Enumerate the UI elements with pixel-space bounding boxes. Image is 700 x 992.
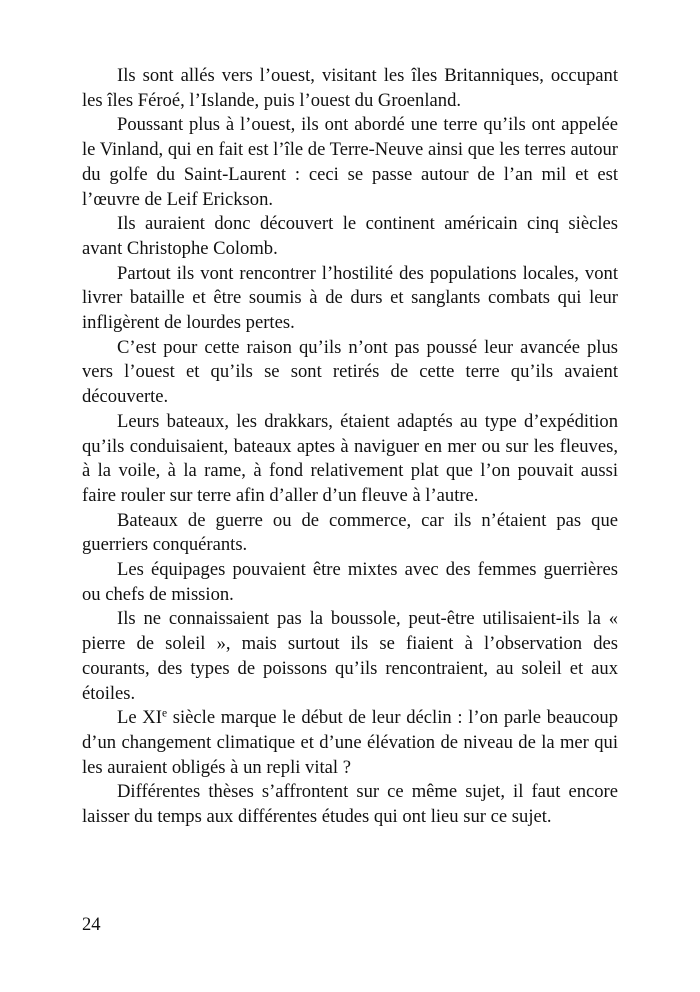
paragraph-xi-century [82, 706, 618, 780]
century-superscript: e [161, 707, 168, 720]
century-lead: Le XI [117, 707, 162, 729]
century-rest: siècle marque le début de leur déclin : l’on parle beaucoup d’un changement climatique et d’une élévation de niveau de la mer qui les auraient obligés à un repli vital ? [82, 707, 618, 778]
paragraph: Ils ne connaissaient pas la boussole, peut-être utilisaient-ils la « pierre de soleil », mais surtout ils se fiaient à l’observation des courants, des types de poissons qu’ils rencontraient, au soleil et aux étoiles. [82, 608, 618, 704]
paragraph: Différentes thèses s’affrontent sur ce même sujet, il faut encore laisser du temps aux différentes études qui ont lieu sur ce sujet. [82, 781, 618, 828]
paragraph: Ils sont allés vers l’ouest, visitant les îles Britanniques, occupant les îles Féroé, l’Islande, puis l’ouest du Groenland. [82, 65, 618, 111]
paragraph: Leurs bateaux, les drakkars, étaient adaptés au type d’expédition qu’ils conduisaient, bateaux aptes à naviguer en mer ou sur les fleuves, à la voile, à la rame, à fond relativement plat que l’on pouvait aussi faire rouler sur terre afin d’aller d’un fleuve à l’autre. [82, 410, 618, 506]
paragraph: Les équipages pouvaient être mixtes avec des femmes guerrières ou chefs de mission. [82, 559, 618, 605]
page-number: 24 [82, 914, 101, 935]
paragraph: Bateaux de guerre ou de commerce, car ils n’étaient pas que guerriers conquérants. [82, 509, 618, 556]
paragraph: Ils auraient donc découvert le continent américain cinq siècles avant Christophe Colomb. [82, 213, 618, 259]
paragraph: Poussant plus à l’ouest, ils ont abordé une terre qu’ils ont appelée le Vinland, qui en fait est l’île de Terre-Neuve ainsi que les terres autour du golfe du Saint-Laurent : ceci se passe autour de l’an mil et est l’œuvre de Leif Erickson. [82, 114, 618, 210]
paragraph: Partout ils vont rencontrer l’hostilité des populations locales, vont livrer bataille et être soumis à de durs et sanglants combats qui leur infligèrent de lourdes pertes. [82, 262, 618, 334]
paragraph: C’est pour cette raison qu’ils n’ont pas poussé leur avancée plus vers l’ouest et qu’ils se sont retirés de cette terre qu’ils avaient découverte. [82, 336, 618, 408]
body-text [82, 64, 618, 830]
